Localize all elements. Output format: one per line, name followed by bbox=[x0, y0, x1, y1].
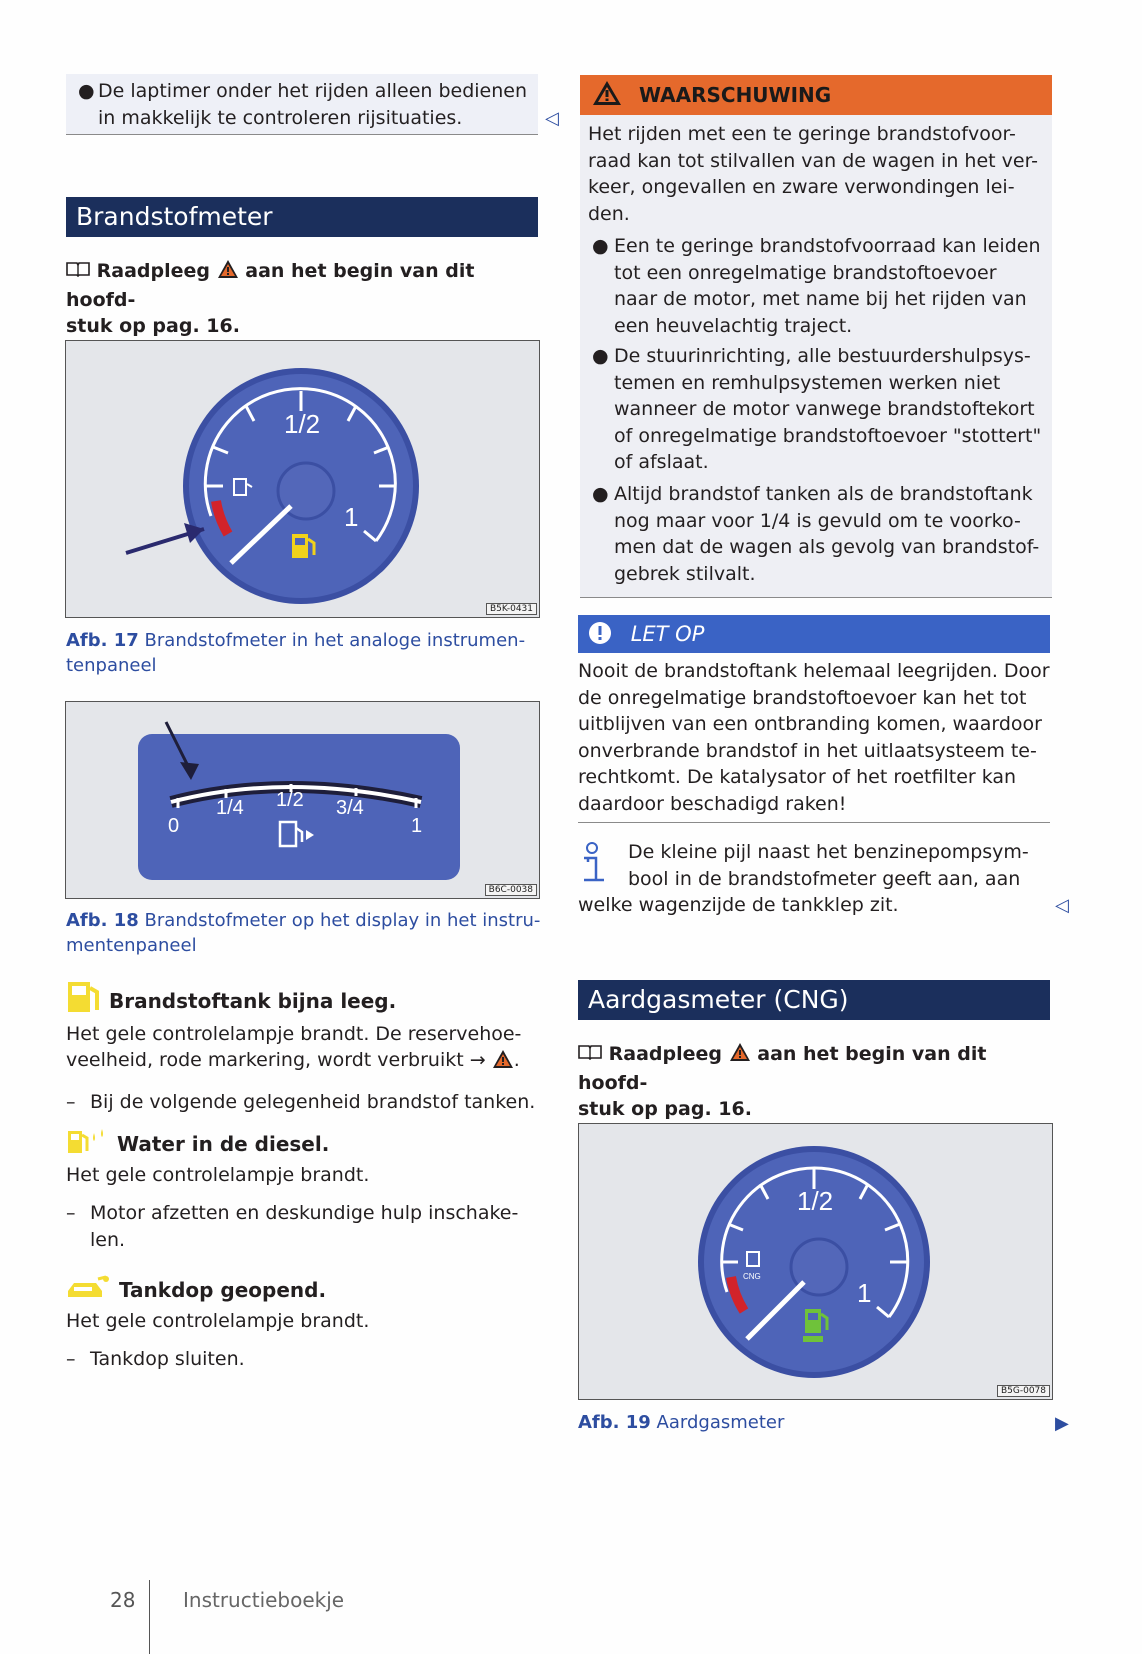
warning-intro bbox=[588, 121, 1048, 227]
lamp-action-text: Bij de volgende gelegenheid brandstof tanken. bbox=[90, 1090, 536, 1113]
display-label-half: 1/2 bbox=[276, 789, 304, 811]
warning-bullet-line: of onregelmatige brandstoftoevoer "stottert" bbox=[614, 424, 1042, 447]
note-line-2: in makkelijk te controleren rijsituaties. bbox=[98, 106, 463, 129]
warning-bullet-3 bbox=[588, 481, 1052, 587]
caption-number: Afb. 19 bbox=[578, 1412, 651, 1433]
end-marker-icon: ◁ bbox=[545, 108, 559, 129]
figure-19-caption bbox=[578, 1410, 1038, 1435]
lamp-title: Brandstoftank bijna leeg. bbox=[108, 989, 397, 1013]
caption-text-line-2: mentenpaneel bbox=[66, 935, 197, 956]
book-icon bbox=[578, 1041, 602, 1068]
notice-divider bbox=[578, 822, 1050, 823]
reference-line-2: stuk op pag. 16. bbox=[578, 1098, 752, 1120]
lamp-action-line-1: Motor afzetten en deskundige hulp inschake- bbox=[90, 1202, 519, 1224]
warning-intro-line: keer, ongevallen en zware verwondingen lei- bbox=[588, 176, 1015, 198]
section-title-aardgasmeter bbox=[578, 980, 1050, 1020]
fuel-pump-lamp-icon bbox=[66, 980, 102, 1021]
figure-19-cng-gauge bbox=[578, 1123, 1053, 1400]
warning-bullet-line: Altijd brandstof tanken als de brandstoftank bbox=[614, 483, 1033, 505]
display-label-quarter: 1/4 bbox=[216, 797, 244, 819]
footer-divider bbox=[149, 1580, 150, 1654]
figure-18-caption bbox=[66, 908, 546, 958]
figure-code: B5G-0078 bbox=[997, 1385, 1050, 1397]
notice-heading: LET OP bbox=[630, 622, 705, 646]
warning-intro-line: raad kan tot stilvallen van de wagen in het ver- bbox=[588, 149, 1039, 172]
notice-line: onverbrande brandstof in het uitlaatsysteem te- bbox=[578, 739, 1037, 762]
continue-arrow-icon: ▶ bbox=[1055, 1413, 1069, 1434]
cng-gauge-illustration bbox=[579, 1124, 1052, 1399]
warning-bullet-line: naar de motor, met name bij het rijden van bbox=[614, 288, 1027, 310]
warning-bullet-line: een heuvelachtig traject. bbox=[614, 314, 853, 337]
reference-suffix: aan het begin van dit hoofd- bbox=[66, 260, 475, 311]
cng-label: CNG bbox=[743, 1272, 761, 1281]
notice-line: Nooit de brandstoftank helemaal leegrijden. Door bbox=[578, 660, 1050, 682]
section-title-text: Aardgasmeter (CNG) bbox=[588, 985, 849, 1014]
warning-triangle-icon bbox=[729, 1042, 751, 1070]
book-icon bbox=[66, 258, 90, 285]
lamp-water-in-diesel bbox=[66, 1127, 546, 1253]
caption-text: Aardgasmeter bbox=[656, 1412, 785, 1433]
end-marker-icon: ◁ bbox=[1055, 895, 1069, 916]
caption-number: Afb. 18 bbox=[66, 910, 139, 931]
warning-bullet-line: nog maar voor 1/4 is gevuld om te voorko- bbox=[614, 509, 1021, 532]
warning-bullet-line: Een te geringe brandstofvoorraad kan leiden bbox=[614, 235, 1041, 257]
figure-code: B6C-0038 bbox=[485, 884, 537, 896]
caption-number: Afb. 17 bbox=[66, 630, 139, 651]
reference-line-2: stuk op pag. 16. bbox=[66, 315, 240, 337]
safety-note-box bbox=[66, 74, 538, 135]
gauge-label-half: 1/2 bbox=[284, 409, 321, 439]
page-number: 28 bbox=[110, 1588, 136, 1612]
warning-bullet-line: temen en remhulpsystemen werken niet bbox=[614, 371, 1001, 394]
info-text-lines bbox=[628, 839, 1058, 892]
warning-bullet-line: De stuurinrichting, alle bestuurdershulpsys- bbox=[614, 345, 1031, 367]
reference-line bbox=[66, 258, 546, 340]
lamp-fuel-low bbox=[66, 980, 546, 1115]
figure-17-analog-gauge bbox=[65, 340, 540, 618]
reference-prefix: Raadpleeg bbox=[96, 260, 210, 282]
figure-18-display-gauge bbox=[65, 701, 540, 899]
notice-line: rechtkomt. De katalysator of het roetfilter kan bbox=[578, 766, 1017, 788]
info-line-1: De kleine pijl naast het benzinepompsym- bbox=[628, 841, 1029, 863]
lamp-title-row bbox=[66, 1275, 546, 1308]
lamp-action: – Bij de volgende gelegenheid brandstof tanken. bbox=[66, 1090, 536, 1113]
exclamation-circle-icon bbox=[588, 619, 612, 657]
warning-bullet-2 bbox=[588, 343, 1052, 476]
display-label-empty: 0 bbox=[168, 815, 180, 837]
lamp-action: – Tankdop sluiten. bbox=[66, 1348, 245, 1370]
warning-intro-line: Het rijden met een te geringe brandstofvoor- bbox=[588, 123, 1016, 145]
reference-prefix: Raadpleeg bbox=[608, 1043, 722, 1065]
fuel-cap-lamp-icon bbox=[66, 1275, 112, 1308]
gauge-label-full: 1 bbox=[857, 1278, 872, 1308]
notice-body bbox=[578, 658, 1058, 817]
gauge-label-full: 1 bbox=[344, 502, 359, 532]
lamp-description-line-2-row: veelheid, rode markering, wordt verbruikt → . bbox=[66, 1047, 546, 1077]
notice-line: daardoor beschadigd raken! bbox=[578, 792, 847, 815]
caption-text-line-2: tenpaneel bbox=[66, 655, 157, 676]
lamp-action: – Motor afzetten en deskundige hulp inschake- len. bbox=[66, 1200, 546, 1253]
lamp-action-line-2: len. bbox=[90, 1228, 126, 1251]
display-label-full: 1 bbox=[411, 815, 423, 837]
figure-code: B5K-0431 bbox=[486, 603, 537, 615]
lamp-description-line-1: Het gele controlelampje brandt. De reservehoe- bbox=[66, 1022, 522, 1045]
bullet-dot: ● bbox=[592, 235, 609, 257]
warning-body bbox=[580, 115, 1052, 598]
caption-text: Brandstofmeter op het display in het instru- bbox=[144, 910, 541, 931]
water-in-fuel-lamp-icon bbox=[66, 1127, 110, 1162]
figure-17-caption bbox=[66, 628, 546, 678]
lamp-title: Tankdop geopend. bbox=[118, 1278, 327, 1302]
warning-bullet-line: men dat de wagen als gevolg van brandstof- bbox=[614, 536, 1040, 558]
lamp-description: Het gele controlelampje brandt. bbox=[66, 1309, 370, 1332]
display-fuel-gauge-illustration bbox=[66, 702, 539, 898]
lamp-fuel-cap-open bbox=[66, 1275, 546, 1373]
lamp-title-row bbox=[66, 980, 546, 1021]
section-title-brandstofmeter bbox=[66, 197, 538, 237]
reference-suffix: aan het begin van dit hoofd- bbox=[578, 1043, 987, 1094]
display-label-three-quarter: 3/4 bbox=[336, 797, 364, 819]
info-line-3: welke wagenzijde de tankklep zit. bbox=[578, 894, 899, 916]
note-line-1: De laptimer onder het rijden alleen bedienen bbox=[98, 80, 528, 102]
book-title: Instructieboekje bbox=[183, 1588, 345, 1612]
warning-intro-line: den. bbox=[588, 202, 630, 225]
lamp-title: Water in de diesel. bbox=[116, 1132, 330, 1156]
warning-triangle-icon bbox=[492, 1049, 514, 1077]
bullet-dot: ● bbox=[592, 483, 609, 505]
bullet-dot: ● bbox=[78, 80, 95, 102]
warning-bullet-line: of afslaat. bbox=[614, 451, 709, 473]
notice-line: uitblijven van een ontbranding komen, waardoor bbox=[578, 713, 1042, 735]
warning-bullet-1 bbox=[588, 233, 1052, 339]
warning-heading: WAARSCHUWING bbox=[638, 83, 832, 107]
warning-bullet-line: tot een onregelmatige brandstoftoevoer bbox=[614, 261, 997, 284]
lamp-description-line-2: veelheid, rode markering, wordt verbruikt → bbox=[66, 1049, 486, 1071]
safety-note-text bbox=[98, 78, 538, 131]
section-title-text: Brandstofmeter bbox=[76, 202, 273, 231]
lamp-action-text: Tankdop sluiten. bbox=[90, 1348, 245, 1370]
notice-header bbox=[578, 615, 1050, 653]
lamp-title-row bbox=[66, 1127, 546, 1162]
info-icon bbox=[578, 842, 606, 890]
reference-line bbox=[578, 1041, 1058, 1123]
warning-bullet-line: gebrek stilvalt. bbox=[614, 562, 756, 585]
caption-text: Brandstofmeter in het analoge instrumen- bbox=[144, 630, 526, 651]
warning-triangle-icon bbox=[592, 79, 622, 119]
warning-triangle-icon bbox=[217, 259, 239, 287]
notice-line: de onregelmatige brandstoftoevoer kan het tot bbox=[578, 686, 1027, 709]
lamp-description: Het gele controlelampje brandt. bbox=[66, 1163, 370, 1186]
bullet-dot: ● bbox=[592, 345, 609, 367]
warning-bullet-line: wanneer de motor vanwege brandstoftekort bbox=[614, 398, 1035, 420]
info-line-2: bool in de brandstofmeter geeft aan, aan bbox=[628, 867, 1021, 890]
analog-fuel-gauge-illustration bbox=[66, 341, 539, 617]
gauge-label-half: 1/2 bbox=[797, 1186, 834, 1216]
warning-header bbox=[580, 75, 1052, 115]
